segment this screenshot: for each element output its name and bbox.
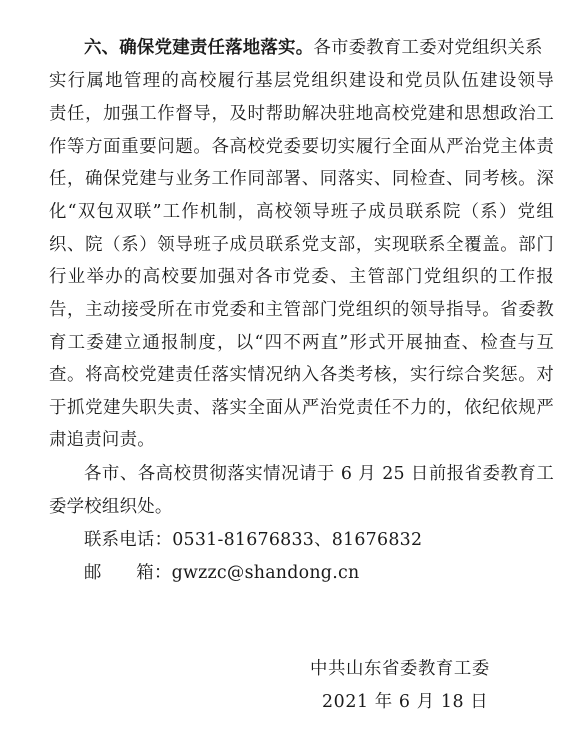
contact-phone: 联系电话：0531-81676833、81676832 (84, 530, 423, 550)
section-6-line-10: 查。将高校党建责任落实情况纳入各类考核，实行综合奖惩。对 (49, 365, 554, 385)
section-6-line-4: 任，确保党建与业务工作同部署、同落实、同检查、同考核。深 (49, 169, 554, 189)
section-6-line-12: 肃追责问责。 (49, 430, 155, 450)
deadline-line-0: 各市、各高校贯彻落实情况请于 6 月 25 日前报省委教育工 (84, 464, 554, 484)
section-6-line-7: 行业举办的高校要加强对各市党委、主管部门党组织的工作报 (49, 267, 554, 287)
deadline-line-1: 委学校组织处。 (49, 497, 173, 517)
signature-org: 中共山东省委教育工委 (310, 659, 490, 679)
signature-date: 2021 年 6 月 18 日 (322, 692, 489, 712)
section-6-heading: 六、确保党建责任落地落实。 (84, 38, 314, 58)
section-6-line-11: 于抓党建失职失责、落实全面从严治党责任不力的，依纪依规严 (49, 398, 554, 418)
section-6-line-2: 责任，加强工作督导，及时帮助解决驻地高校党建和思想政治工 (49, 104, 554, 124)
section-6-line-8: 告，主动接受所在市党委和主管部门党组织的领导指导。省委教 (49, 300, 554, 320)
section-6-line-5: 化“双包双联”工作机制，高校领导班子成员联系院（系）党组 (49, 202, 554, 222)
section-6-line-9: 育工委建立通报制度，以“四不两直”形式开展抽查、检查与互 (49, 333, 554, 353)
section-6-line-6: 织、院（系）领导班子成员联系党支部，实现联系全覆盖。部门 (49, 235, 554, 255)
section-6-line-1: 实行属地管理的高校履行基层党组织建设和党员队伍建设领导 (49, 71, 554, 91)
section-6-first-line (84, 37, 554, 59)
contact-email: 邮 箱：gwzzc@shandong.cn (84, 563, 360, 583)
section-6-line-0: 各市委教育工委对党组织关系 (313, 38, 543, 58)
section-6-line-3: 作等方面重要问题。各高校党委要切实履行全面从严治党主体责 (49, 137, 554, 157)
